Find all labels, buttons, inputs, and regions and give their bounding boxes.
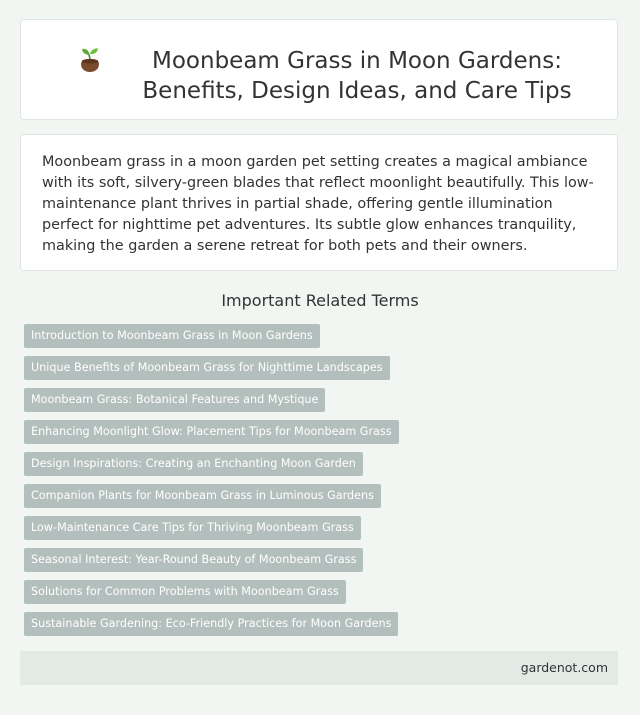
list-item <box>24 420 399 444</box>
related-term-link[interactable]: Introduction to Moonbeam Grass in Moon Gardens <box>24 324 320 348</box>
list-item <box>24 388 399 412</box>
footer <box>20 651 618 685</box>
related-terms-heading: Important Related Terms <box>221 291 419 310</box>
list-item <box>24 484 399 508</box>
list-item <box>24 548 399 572</box>
related-term-link[interactable]: Design Inspirations: Creating an Enchanting Moon Garden <box>24 452 363 476</box>
list-item <box>24 612 399 636</box>
list-item <box>24 580 399 604</box>
title-row <box>21 20 617 119</box>
page-title: Moonbeam Grass in Moon Gardens: Benefits, Design Ideas, and Care Tips <box>142 48 572 104</box>
list-item <box>24 452 399 476</box>
footer-site-name[interactable]: gardenot.com <box>520 660 608 675</box>
related-term-link[interactable]: Solutions for Common Problems with Moonbeam Grass <box>24 580 346 604</box>
related-term-link[interactable]: Enhancing Moonlight Glow: Placement Tips for Moonbeam Grass <box>24 420 399 444</box>
intro-paragraph: Moonbeam grass in a moon garden pet setting creates a magical ambiance with its soft, silvery-green blades that reflect moonlight beautifully. This low-maintenance plant thrives in partial shade, offering gentle illumination perfect for nighttime pet adventures. Its subtle glow enhances tranquility, making the garden a serene retreat for both pets and their owners. <box>42 154 594 254</box>
related-term-link[interactable]: Seasonal Interest: Year-Round Beauty of Moonbeam Grass <box>24 548 363 572</box>
list-item <box>24 356 399 380</box>
related-term-link[interactable]: Moonbeam Grass: Botanical Features and Mystique <box>24 388 325 412</box>
header-card <box>20 19 618 120</box>
related-term-link[interactable]: Low-Maintenance Care Tips for Thriving Moonbeam Grass <box>24 516 361 540</box>
related-term-link[interactable]: Companion Plants for Moonbeam Grass in Luminous Gardens <box>24 484 381 508</box>
list-item <box>24 324 399 348</box>
list-item <box>24 516 399 540</box>
related-term-link[interactable]: Sustainable Gardening: Eco-Friendly Practices for Moon Gardens <box>24 612 398 636</box>
related-terms-list <box>24 324 399 644</box>
intro-card <box>20 134 618 271</box>
related-term-link[interactable]: Unique Benefits of Moonbeam Grass for Nighttime Landscapes <box>24 356 390 380</box>
